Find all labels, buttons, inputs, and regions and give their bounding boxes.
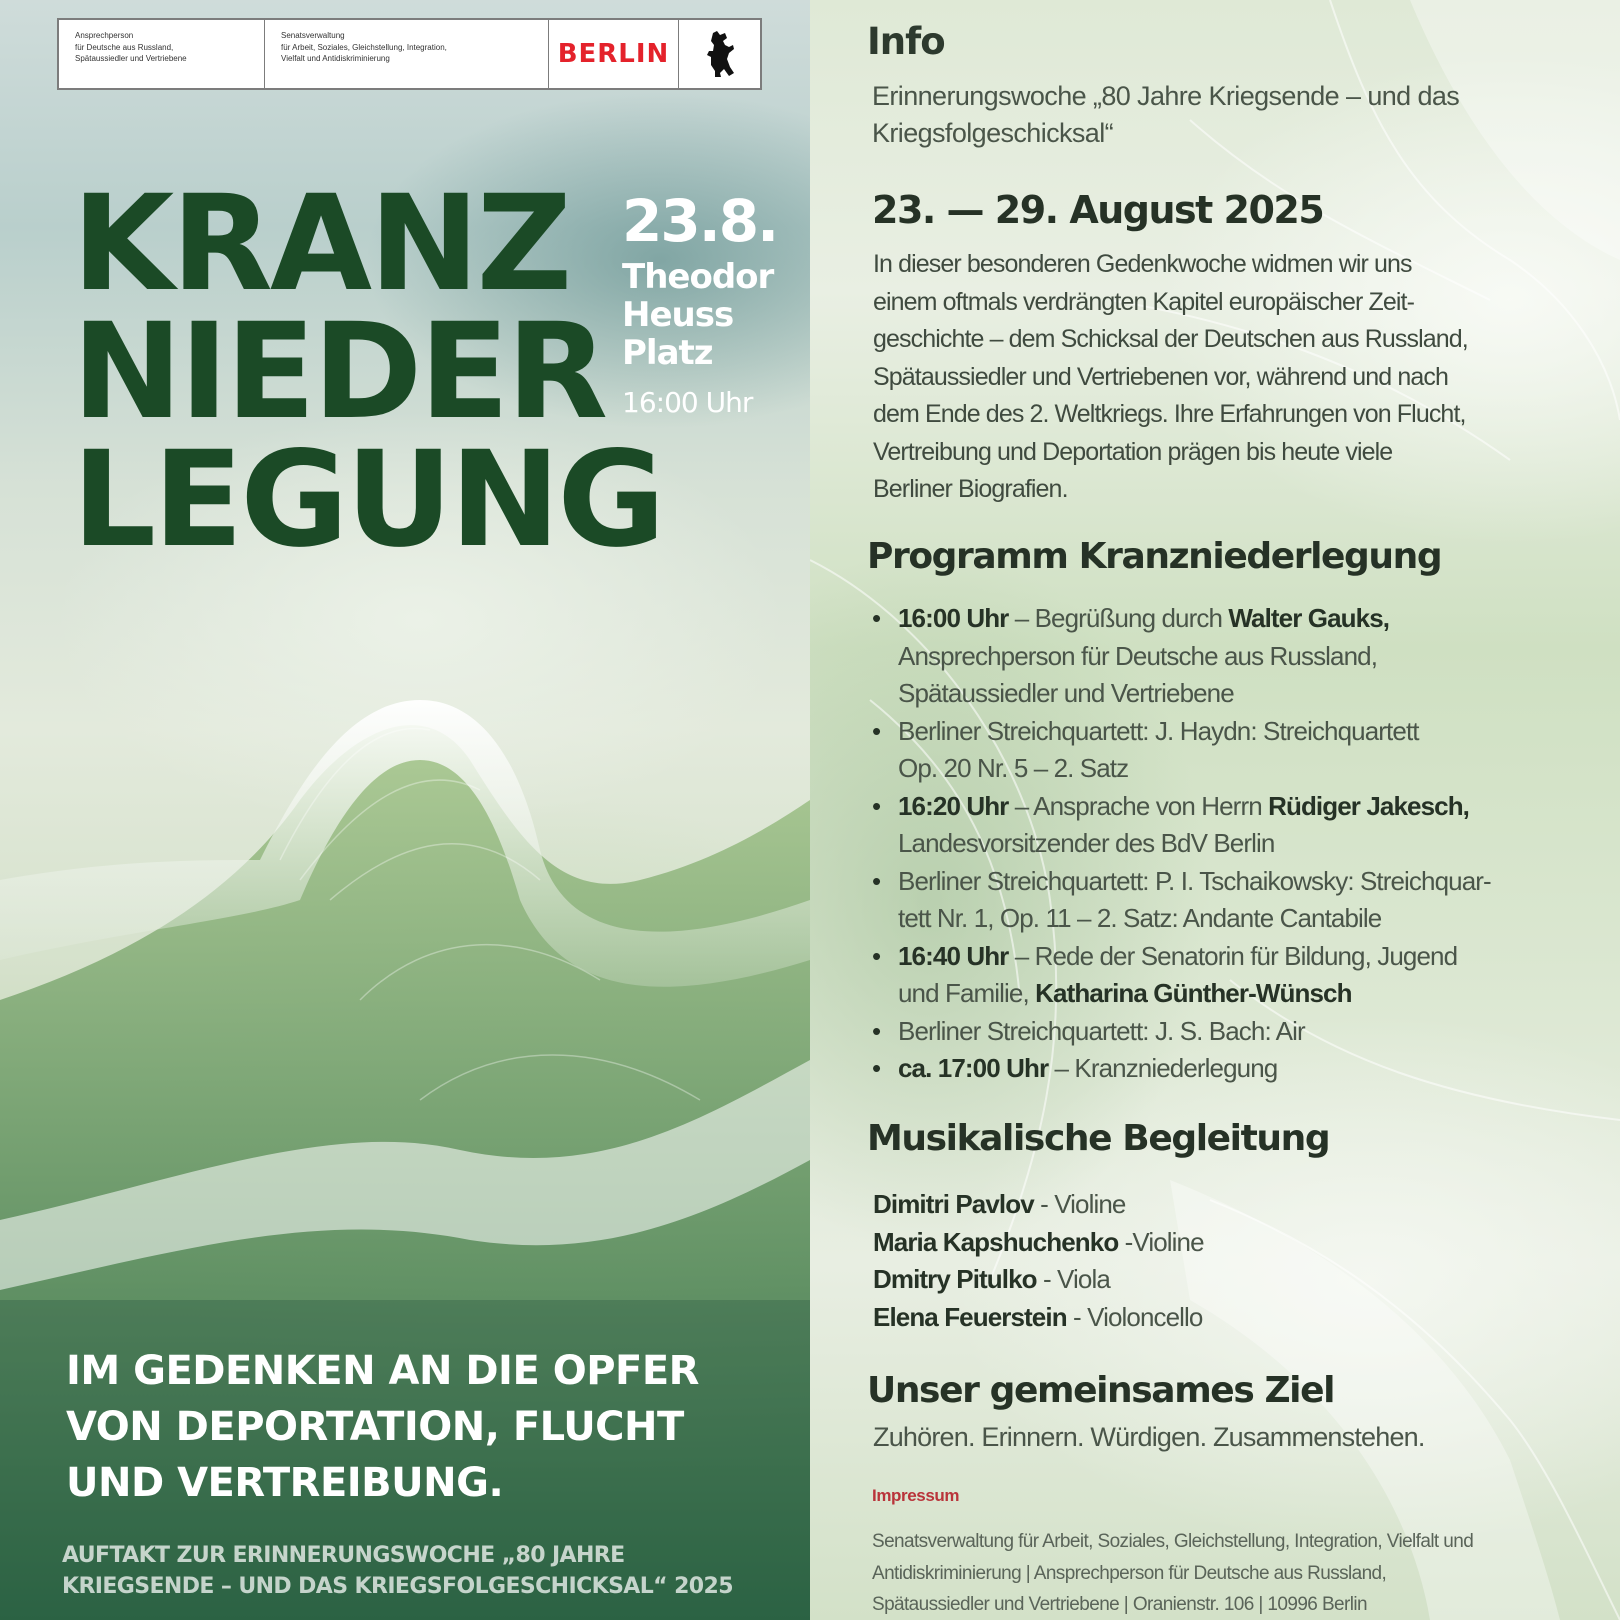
info-heading: Info <box>867 20 945 63</box>
list-item: • 16:20 Uhr – Ansprache von Herrn Rüdiger Jakesch, Landesvorsitzender des BdV Berlin <box>872 788 1592 863</box>
event-time: 16:00 Uhr <box>622 386 753 419</box>
list-item: • Berliner Streichquartett: J. S. Bach: Air <box>872 1013 1592 1051</box>
list-item: Maria Kapshuchenko -Violine <box>873 1226 1204 1257</box>
event-details <box>622 187 778 420</box>
list-item: • 16:00 Uhr – Begrüßung durch Walter Gauks, Ansprechperson für Deutsche aus Russland, Spätaussiedler und Vertriebene <box>872 600 1592 713</box>
logo-berlin-wordmark: BERLIN <box>549 20 679 88</box>
berlin-bear-icon <box>679 20 760 88</box>
event-date: 23.8. <box>622 187 778 255</box>
title-line: KRANZ <box>72 167 570 321</box>
goal-text: Zuhören. Erinnern. Würdigen. Zusammenstehen. <box>873 1422 1425 1452</box>
event-place: Theodor Heuss Platz <box>622 257 774 373</box>
poster-title <box>72 167 663 577</box>
program-list <box>872 600 1592 1088</box>
logo-ansprechperson: Ansprechperson für Deutsche aus Russland, Spätaussiedler und Vertriebene <box>59 20 265 88</box>
musician-list <box>873 1186 1204 1336</box>
week-date-range: 23. — 29. August 2025 <box>872 188 1324 232</box>
list-item: Dimitri Pavlov - Violine <box>873 1189 1126 1219</box>
info-text: Erinnerungswoche „80 Jahre Kriegsende – und das Kriegsfolgeschicksal“ <box>872 81 1460 148</box>
info-panel <box>810 0 1620 1620</box>
impressum-title: Impressum <box>872 1486 960 1505</box>
list-item: • Berliner Streichquartett: J. Haydn: Streichquartett Op. 20 Nr. 5 – 2. Satz <box>872 713 1592 788</box>
goal-heading: Unser gemeinsames Ziel <box>867 1370 1335 1411</box>
list-item: • ca. 17:00 Uhr – Kranzniederlegung <box>872 1050 1592 1088</box>
program-heading: Programm Kranzniederlegung <box>867 536 1442 577</box>
memorial-statement: IM GEDENKEN AN DIE OPFER VON DEPORTATION, FLUCHT UND VERTREIBUNG. <box>66 1348 699 1506</box>
list-item: Elena Feuerstein - Violoncello <box>873 1301 1203 1332</box>
logo-bar <box>57 18 762 90</box>
list-item: • 16:40 Uhr – Rede der Senatorin für Bildung, Jugend und Familie, Katharina Günther-Wünsch <box>872 938 1592 1013</box>
music-heading: Musikalische Begleitung <box>867 1118 1330 1159</box>
intro-paragraph: In dieser besonderen Gedenkwoche widmen wir uns einem oftmals verdrängten Kapitel europäischer Zeit- geschichte – dem Schicksal der Deutschen aus Russland, Spätaussiedler und Vertriebenen vor, während und nach dem Ende des 2. Weltkriegs. Ihre Erfahrungen von Flucht, Vertreibung und Deportation prägen bis heute viele Berliner Biografien. <box>873 250 1468 503</box>
title-line: NIEDER <box>72 295 606 449</box>
title-line: LEGUNG <box>72 423 663 577</box>
list-item: Dmitry Pitulko - Viola <box>873 1264 1110 1294</box>
impressum-text: Senatsverwaltung für Arbeit, Soziales, Gleichstellung, Integration, Vielfalt und Antidiskriminierung | Ansprechperson für Deutsche aus Russland, Spätaussiedler und Vertriebene | Oranienstr. 106 | 10996 Berlin <box>872 1531 1474 1615</box>
logo-senatsverwaltung: Senatsverwaltung für Arbeit, Soziales, Gleichstellung, Integration, Vielfalt und Antidiskriminierung <box>265 20 549 88</box>
list-item: • Berliner Streichquartett: P. I. Tschaikowsky: Streichquar- tett Nr. 1, Op. 11 – 2. Satz: Andante Cantabile <box>872 863 1592 938</box>
prelude-caption: AUFTAKT ZUR ERINNERUNGSWOCHE „80 JAHRE KRIEGSENDE – UND DAS KRIEGSFOLGESCHICKSAL“ 2025 <box>62 1543 733 1599</box>
